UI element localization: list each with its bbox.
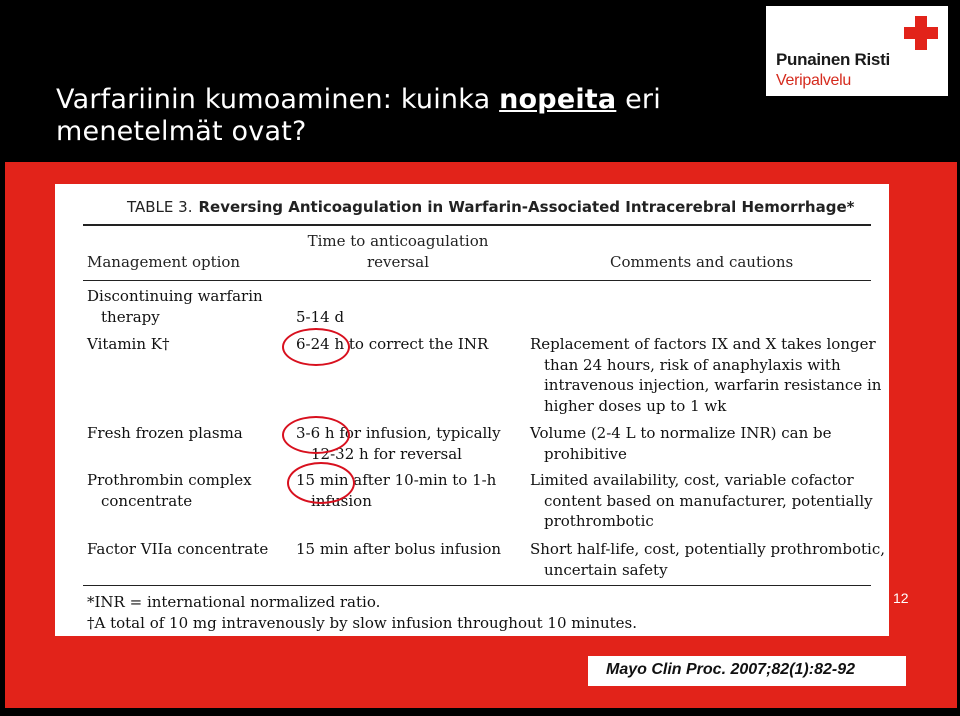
row-option: Vitamin K† <box>87 335 170 353</box>
table-image <box>55 184 889 636</box>
title-text-start: Varfariinin kumoaminen: kuinka <box>56 84 491 115</box>
table-rule-header <box>83 280 871 281</box>
red-cross-icon <box>904 16 938 50</box>
table-rule-bottom <box>83 585 871 586</box>
row-time: 15 min after bolus infusion <box>296 540 502 558</box>
citation-text: Mayo Clin Proc. 2007;82(1):82-92 <box>606 661 855 678</box>
header-comments: Comments and cautions <box>610 253 794 271</box>
table-rule-top <box>83 224 871 226</box>
red-band-bottom <box>5 636 957 658</box>
table-label: TABLE 3. <box>127 198 193 216</box>
row-time: 5-14 d <box>296 308 345 326</box>
row-time: 3-6 h for infusion, typically 12-32 h for reversal <box>296 424 501 463</box>
slide-title <box>56 84 836 148</box>
row-option: Discontinuing warfarin therapy <box>87 287 263 326</box>
row-option: Prothrombin complex concentrate <box>87 471 252 510</box>
row-time: 15 min after 10-min to 1-h infusion <box>296 471 497 510</box>
row-comments: Replacement of factors IX and X takes longer than 24 hours, risk of anaphylaxis with intravenous injection, warfarin resistance in higher doses up to 1 wk <box>530 335 882 415</box>
table-caption: Reversing Anticoagulation in Warfarin-Associated Intracerebral Hemorrhage* <box>198 198 855 216</box>
row-time: 6-24 h to correct the INR <box>296 335 489 353</box>
row-comments: Short half-life, cost, potentially prothrombotic, uncertain safety <box>530 540 886 579</box>
row-comments: Volume (2-4 L to normalize INR) can be prohibitive <box>530 424 832 463</box>
highlight-circle <box>282 416 350 454</box>
row-comments: Limited availability, cost, variable cofactor content based on manufacturer, potentially prothrombotic <box>530 471 873 530</box>
footnote: †A total of 10 mg intravenously by slow infusion throughout 10 minutes. <box>87 614 638 632</box>
highlight-circle <box>287 462 355 504</box>
title-emphasis: nopeita <box>499 84 617 115</box>
red-cross-logo <box>766 6 948 96</box>
highlight-circle <box>282 328 350 366</box>
header-time: Time to anticoagulation reversal <box>307 232 489 271</box>
logo-subname: Veripalvelu <box>776 72 851 89</box>
red-band-right <box>889 184 957 636</box>
footnote: *INR = international normalized ratio. <box>87 593 381 611</box>
row-option: Fresh frozen plasma <box>87 424 243 442</box>
logo-name: Punainen Risti <box>776 50 890 69</box>
row-option: Factor VIIa concentrate <box>87 540 269 558</box>
citation-box <box>588 656 906 686</box>
title-text-end: eri menetelmät ovat? <box>56 84 661 147</box>
red-band-top <box>5 162 957 184</box>
table-title <box>127 198 854 216</box>
red-band-left <box>5 184 55 636</box>
header-option: Management option <box>87 253 241 271</box>
page-number: 12 <box>893 590 909 606</box>
